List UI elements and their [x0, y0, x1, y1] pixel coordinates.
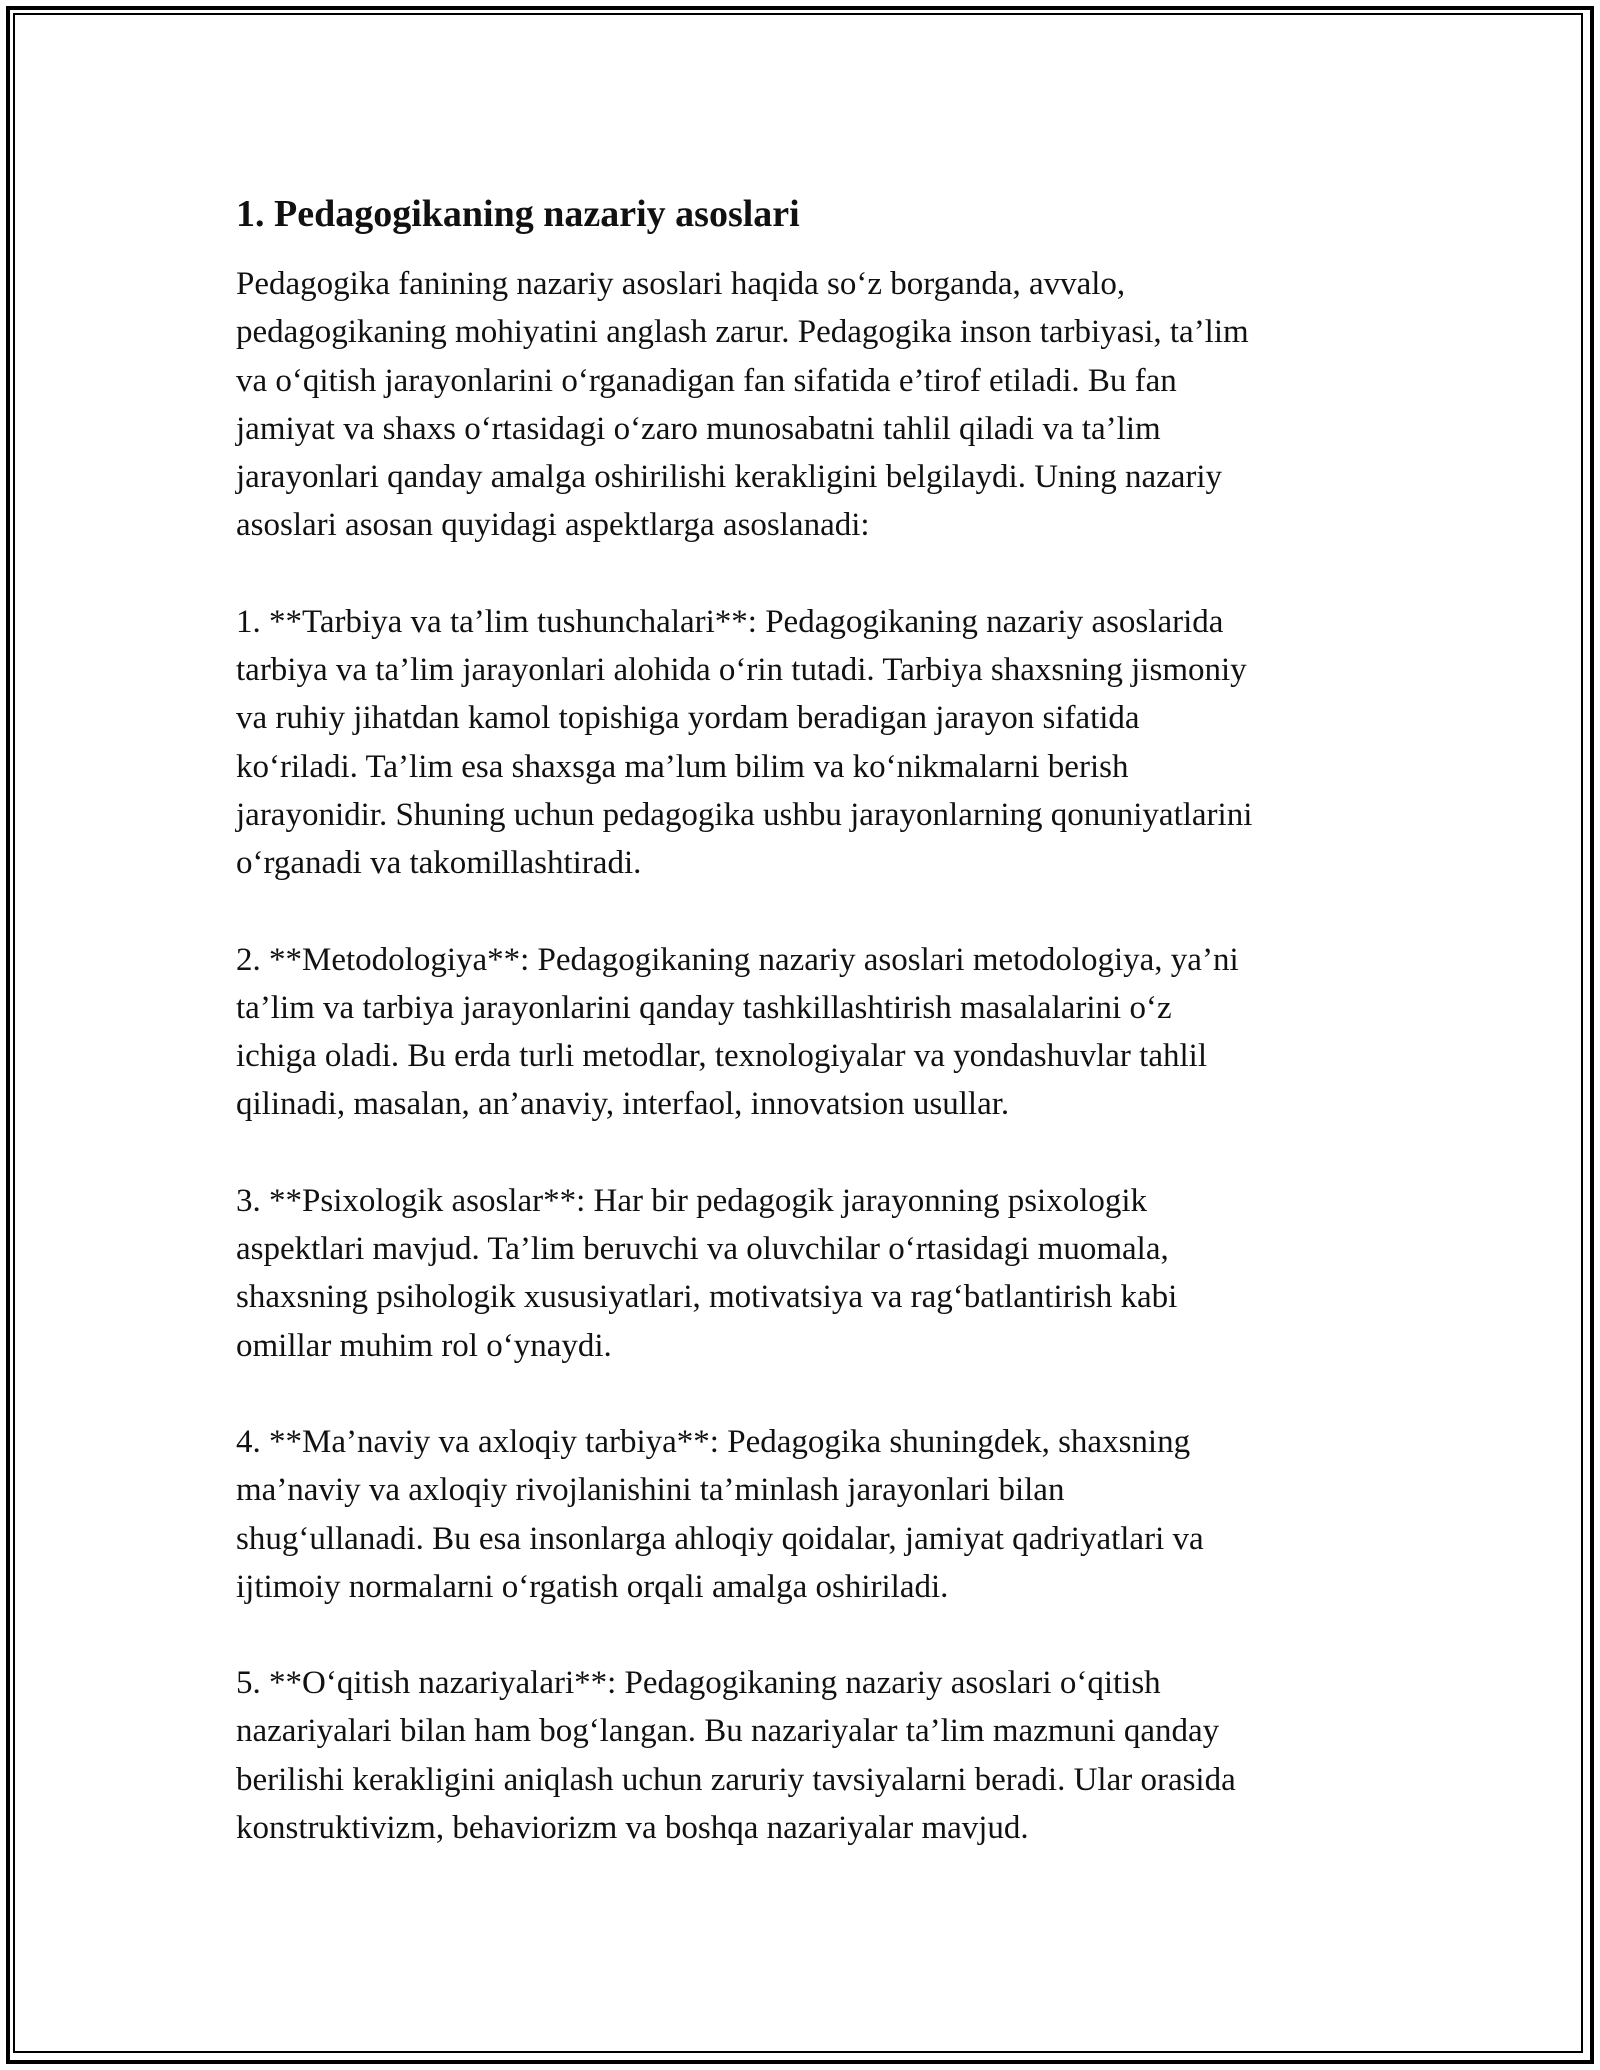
list-item-manaviy: 4. **Ma’naviy va axloqiy tarbiya**: Pedagogika shuningdek, shaxsning ma’naviy va axloqiy rivojlanishini ta’minlash jarayonlari bilan shug‘ullanadi. Bu esa insonlarga ahloqiy qoidalar, jamiyat qadriyatlari va ijtimoiy normalarni o‘rgatish orqali amalga oshiriladi. — [236, 1423, 1204, 1605]
list-item-tarbiya: 1. **Tarbiya va ta’lim tushunchalari**: Pedagogikaning nazariy asoslarida tarbiya va ta’lim jarayonlari alohida o‘rin tutadi. Tarbiya shaxsning jismoniy va ruhiy jihatdan kamol topishiga yordam beradigan jarayon sifatida ko‘riladi. Ta’lim esa shaxsga ma’lum bilim va ko‘nikmalarni berish jarayonidir. Shuning uchun pedagogika ushbu jarayonlarning qonuniyatlarini o‘rganadi va takomillashtiradi. — [236, 603, 1253, 882]
document-body — [236, 186, 1386, 1900]
section-heading: 1. Pedagogikaning nazariy asoslari — [236, 193, 800, 235]
list-item-oqitish: 5. **O‘qitish nazariyalari**: Pedagogikaning nazariy asoslari o‘qitish nazariyalari bilan ham bog‘langan. Bu nazariyalar ta’lim mazmuni qanday berilishi kerakligini aniqlash uchun zaruriy tavsiyalarni beradi. Ular orasida konstruktivizm, behaviorizm va boshqa nazariyalar mavjud. — [236, 1665, 1236, 1847]
intro-paragraph: Pedagogika fanining nazariy asoslari haqida so‘z borganda, avvalo, pedagogikaning mohiyatini anglash zarur. Pedagogika inson tarbiyasi, ta’lim va o‘qitish jarayonlarini o‘rganadigan fan sifatida e’tirof etiladi. Bu fan jamiyat va shaxs o‘rtasidagi o‘zaro munosabatni tahlil qiladi va ta’lim jarayonlari qanday amalga oshirilishi kerakligini belgilaydi. Uning nazariy asoslari asosan quyidagi aspektlarga asoslanadi: — [236, 266, 1249, 544]
list-item-psixologik: 3. **Psixologik asoslar**: Har bir pedagogik jarayonning psixologik aspektlari mavjud. Ta’lim beruvchi va oluvchilar o‘rtasidagi muomala, shaxsning psihologik xususiyatlari, motivatsiya va rag‘batlantirish kabi omillar muhim rol o‘ynaydi. — [236, 1182, 1178, 1364]
list-item-metodologiya: 2. **Metodologiya**: Pedagogikaning nazariy asoslari metodologiya, ya’ni ta’lim va tarbiya jarayonlarini qanday tashkillashtirish masalalarini o‘z ichiga oladi. Bu erda turli metodlar, texnologiyalar va yondashuvlar tahlil qilinadi, masalan, an’anaviy, interfaol, innovatsion usullar. — [236, 941, 1239, 1123]
